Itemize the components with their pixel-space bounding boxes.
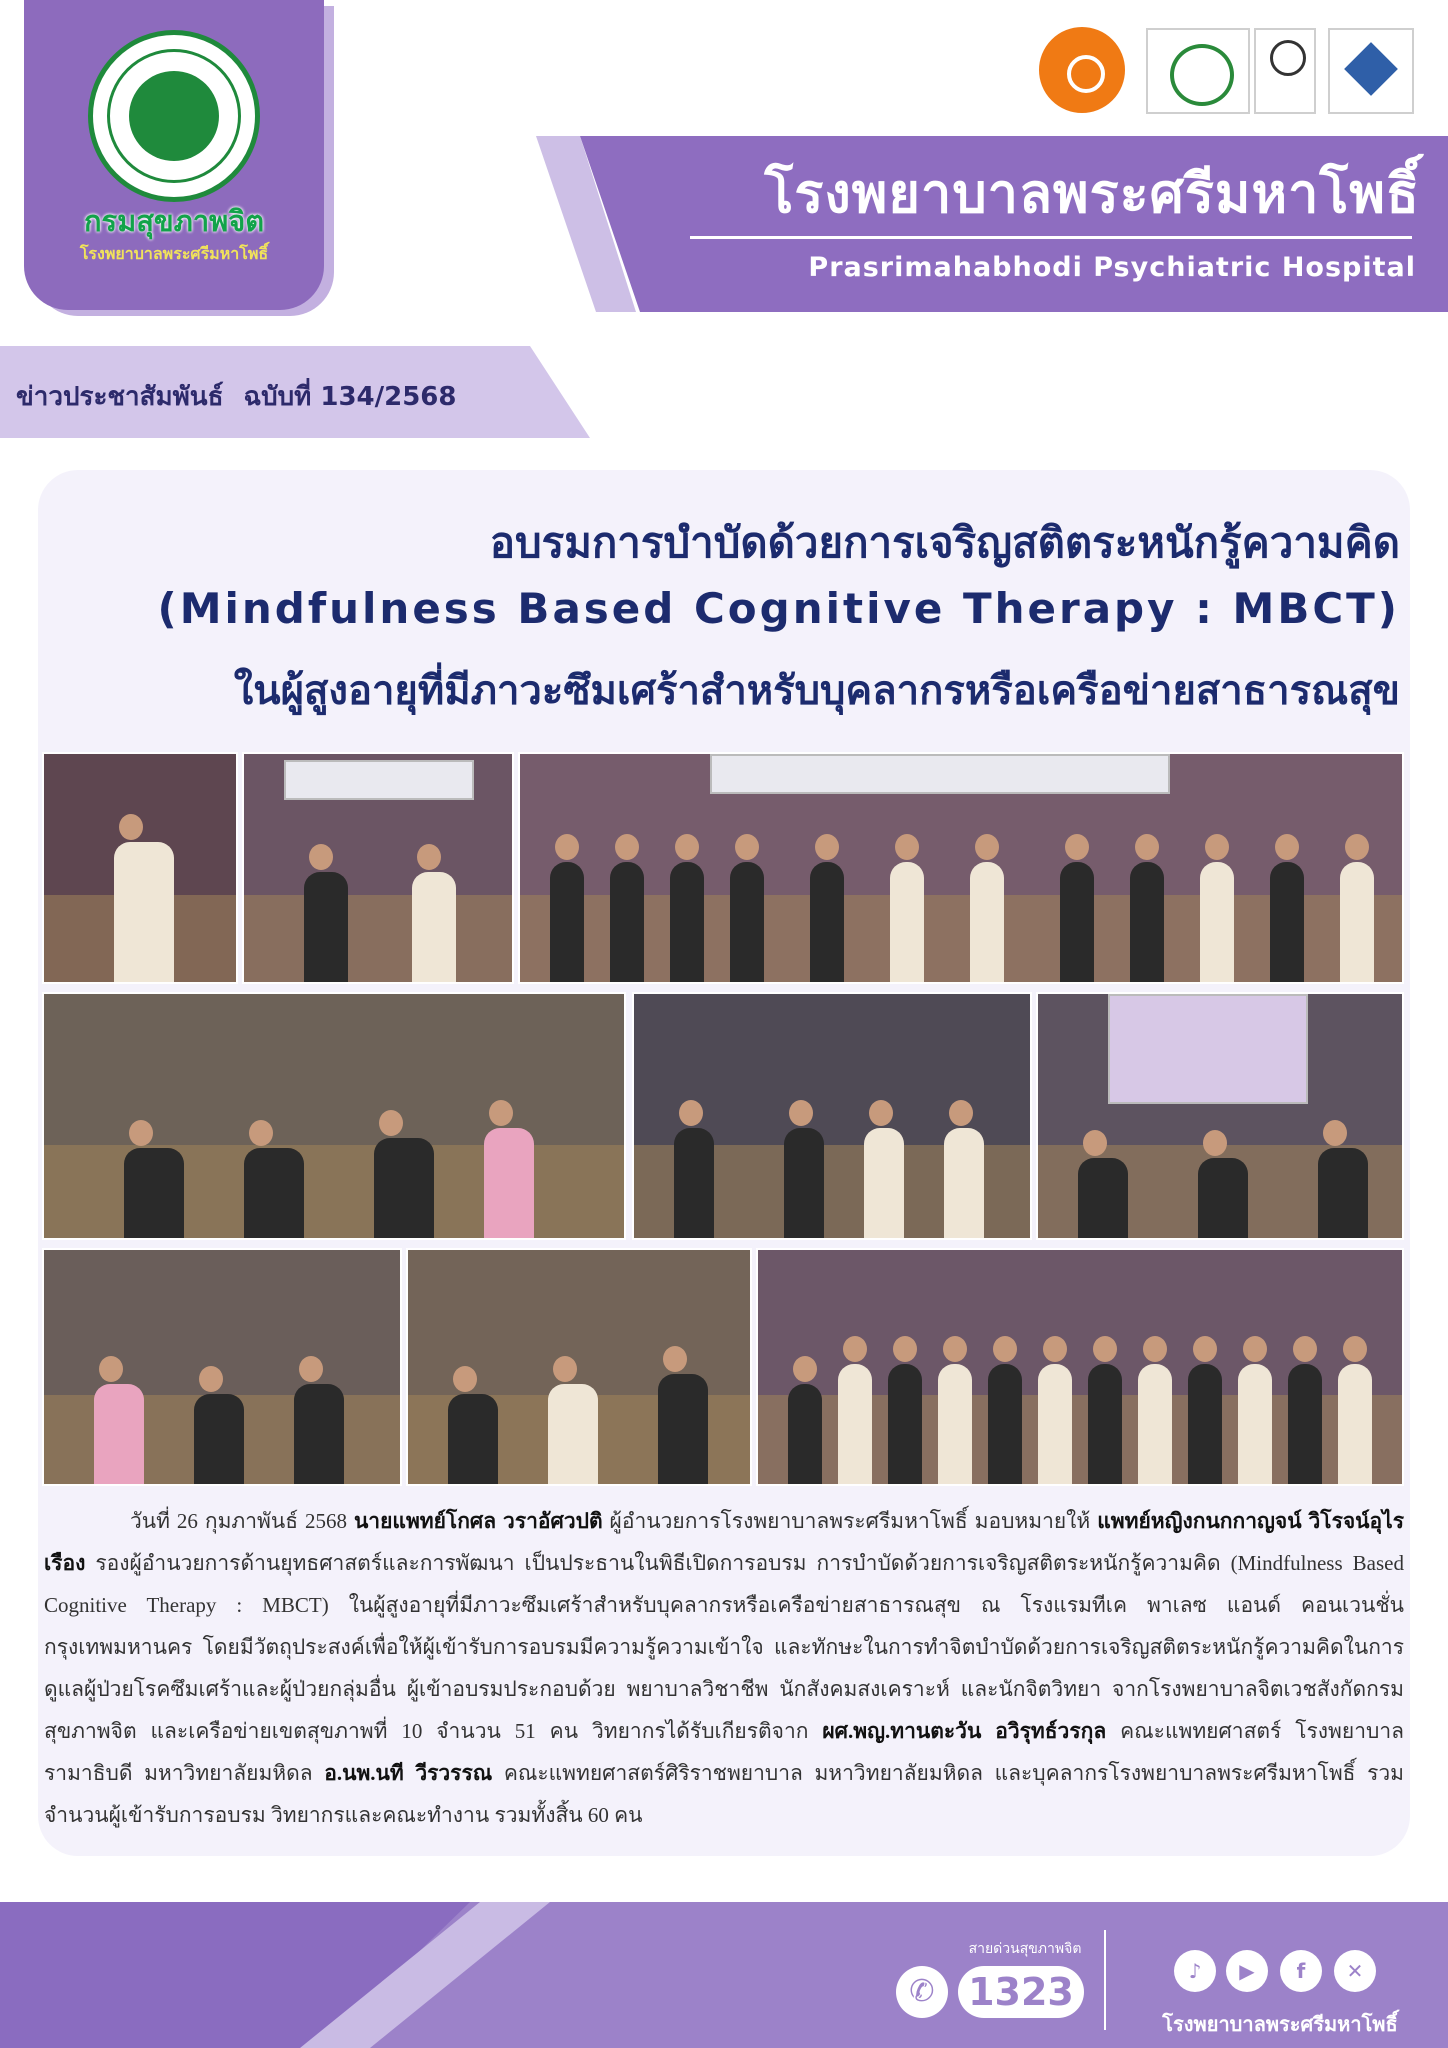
photo-small-group-two [406, 1248, 752, 1486]
photo-group-all-participants [756, 1248, 1404, 1486]
article-body [44, 1500, 1404, 1836]
headline-line-3: ในผู้สูงอายุที่มีภาวะซึมเศร้าสำหรับบุคลากรหรือเครือข่ายสาธารณสุข [233, 668, 1400, 714]
footer-hospital-name: โรงพยาบาลพระศรีมหาโพธิ์ [1162, 2012, 1398, 2036]
photo-panel-discussion [632, 992, 1032, 1240]
youtube-icon[interactable]: ▶ [1226, 1950, 1268, 1992]
headline-line-1: อบรมการบำบัดด้วยการเจริญสติตระหนักรู้ความคิด [489, 518, 1400, 567]
hotline-number: 1323 [958, 1966, 1084, 2018]
body-text-1: วันที่ 26 กุมภาพันธ์ 2568 [130, 1509, 354, 1533]
speaker-name-2: อ.นพ.นที วีรวรรณ [324, 1761, 493, 1785]
deputy-director-name: แพทย์หญิงกนกกาญจน์ วิโรจน์อุไรเรือง [44, 1509, 1404, 1575]
speaker-name-1: ผศ.พญ.ทานตะวัน อวิรุทธ์วรกุล [822, 1719, 1107, 1743]
body-text-3: รองผู้อำนวยการด้านยุทธศาสตร์และการพัฒนา เป็นประธานในพิธีเปิดการอบรม การบำบัดด้วยการเจริญสติตระหนักรู้ความคิด (Mindfulness Based Cognitive Therapy : MBCT) ในผู้สูงอายุที่มีภาวะซึมเศร้าสำหรับบุคลากรหรือเครือข่ายสาธารณสุข ณ โรงแรมทีเค พาเลซ แอนด์ คอนเวนชั่น กรุงเทพมหานคร โดยมีวัตถุประสงค์เพื่อให้ผู้เข้ารับการอบรมมีความรู้ความเข้าใจ และทักษะในการทำจิตบำบัดด้วยการเจริญสติตระหนักรู้ความคิดในการดูแลผู้ป่วยโรคซึมเศร้าและผู้ป่วยกลุ่มอื่น ผู้เข้าอบรมประกอบด้วย พยาบาลวิชาชีพ นักสังคมสงเคราะห์ และนักจิตวิทยา จากโรงพยาบาลจิตเวชสังกัดกรมสุขภาพจิต และเครือข่ายเขตสุขภาพที่ 10 จำนวน 51 คน วิทยากรได้รับเกียรติจาก [44, 1551, 1404, 1743]
department-logo-panel [24, 0, 324, 310]
photo-presentation-screen [1036, 992, 1404, 1240]
healthcare-accreditation-badge-icon [1328, 28, 1414, 114]
photo-small-group-one [42, 1248, 402, 1486]
sun-emblem-icon [1036, 24, 1128, 116]
hospital-name-thai: โรงพยาบาลพระศรีมหาโพธิ์ [764, 162, 1420, 225]
body-text-5: คณะแพทยศาสตร์ศิริราชพยาบาล มหาวิทยาลัยมหิดล และบุคลากรโรงพยาบาลพระศรีมหาโพธิ์ รวมจำนวนผู้เข้ารับการอบรม วิทยากรและคณะทำงาน รวมทั้งสิ้น 60 คน [44, 1761, 1404, 1827]
director-name: นายแพทย์โกศล วราอัศวปติ [353, 1509, 603, 1533]
headline-line-2: (Mindfulness Based Cognitive Therapy : MBCT) [157, 584, 1400, 633]
photo-speaker [42, 752, 238, 984]
ministry-seal-icon [88, 30, 260, 202]
accreditation-badges [1036, 22, 1432, 122]
facebook-icon[interactable]: f [1280, 1950, 1322, 1992]
hospital-name-english: Prasrimahabhodi Psychiatric Hospital [808, 252, 1416, 283]
body-text-4: คณะแพทยศาสตร์ โรงพยาบาลรามาธิบดี มหาวิทยาลัยมหิดล [44, 1719, 1404, 1785]
photo-panel-two [242, 752, 514, 984]
issue-number: ฉบับที่ 134/2568 [243, 382, 457, 412]
body-text-2: ผู้อำนวยการโรงพยาบาลพระศรีมหาโพธิ์ มอบหมายให้ [602, 1509, 1098, 1533]
header-divider [690, 236, 1412, 239]
header [0, 0, 1448, 312]
urs-iso-badge-icon [1146, 28, 1250, 114]
hotline-label: สายด่วนสุขภาพจิต [968, 1941, 1082, 1957]
photo-group-stage [518, 752, 1404, 984]
department-title: กรมสุขภาพจิต [83, 204, 265, 238]
footer-divider [1104, 1930, 1106, 2030]
press-release-label: ข่าวประชาสัมพันธ์ [16, 382, 224, 412]
tiktok-icon[interactable]: ♪ [1174, 1950, 1216, 1992]
ukas-badge-icon [1254, 28, 1316, 114]
phone-icon: ✆ [896, 1966, 948, 2018]
issue-label [16, 376, 457, 417]
photo-audience-circle [42, 992, 626, 1240]
department-subtitle: โรงพยาบาลพระศรีมหาโพธิ์ [79, 244, 269, 263]
x-icon[interactable]: ✕ [1334, 1950, 1376, 1992]
